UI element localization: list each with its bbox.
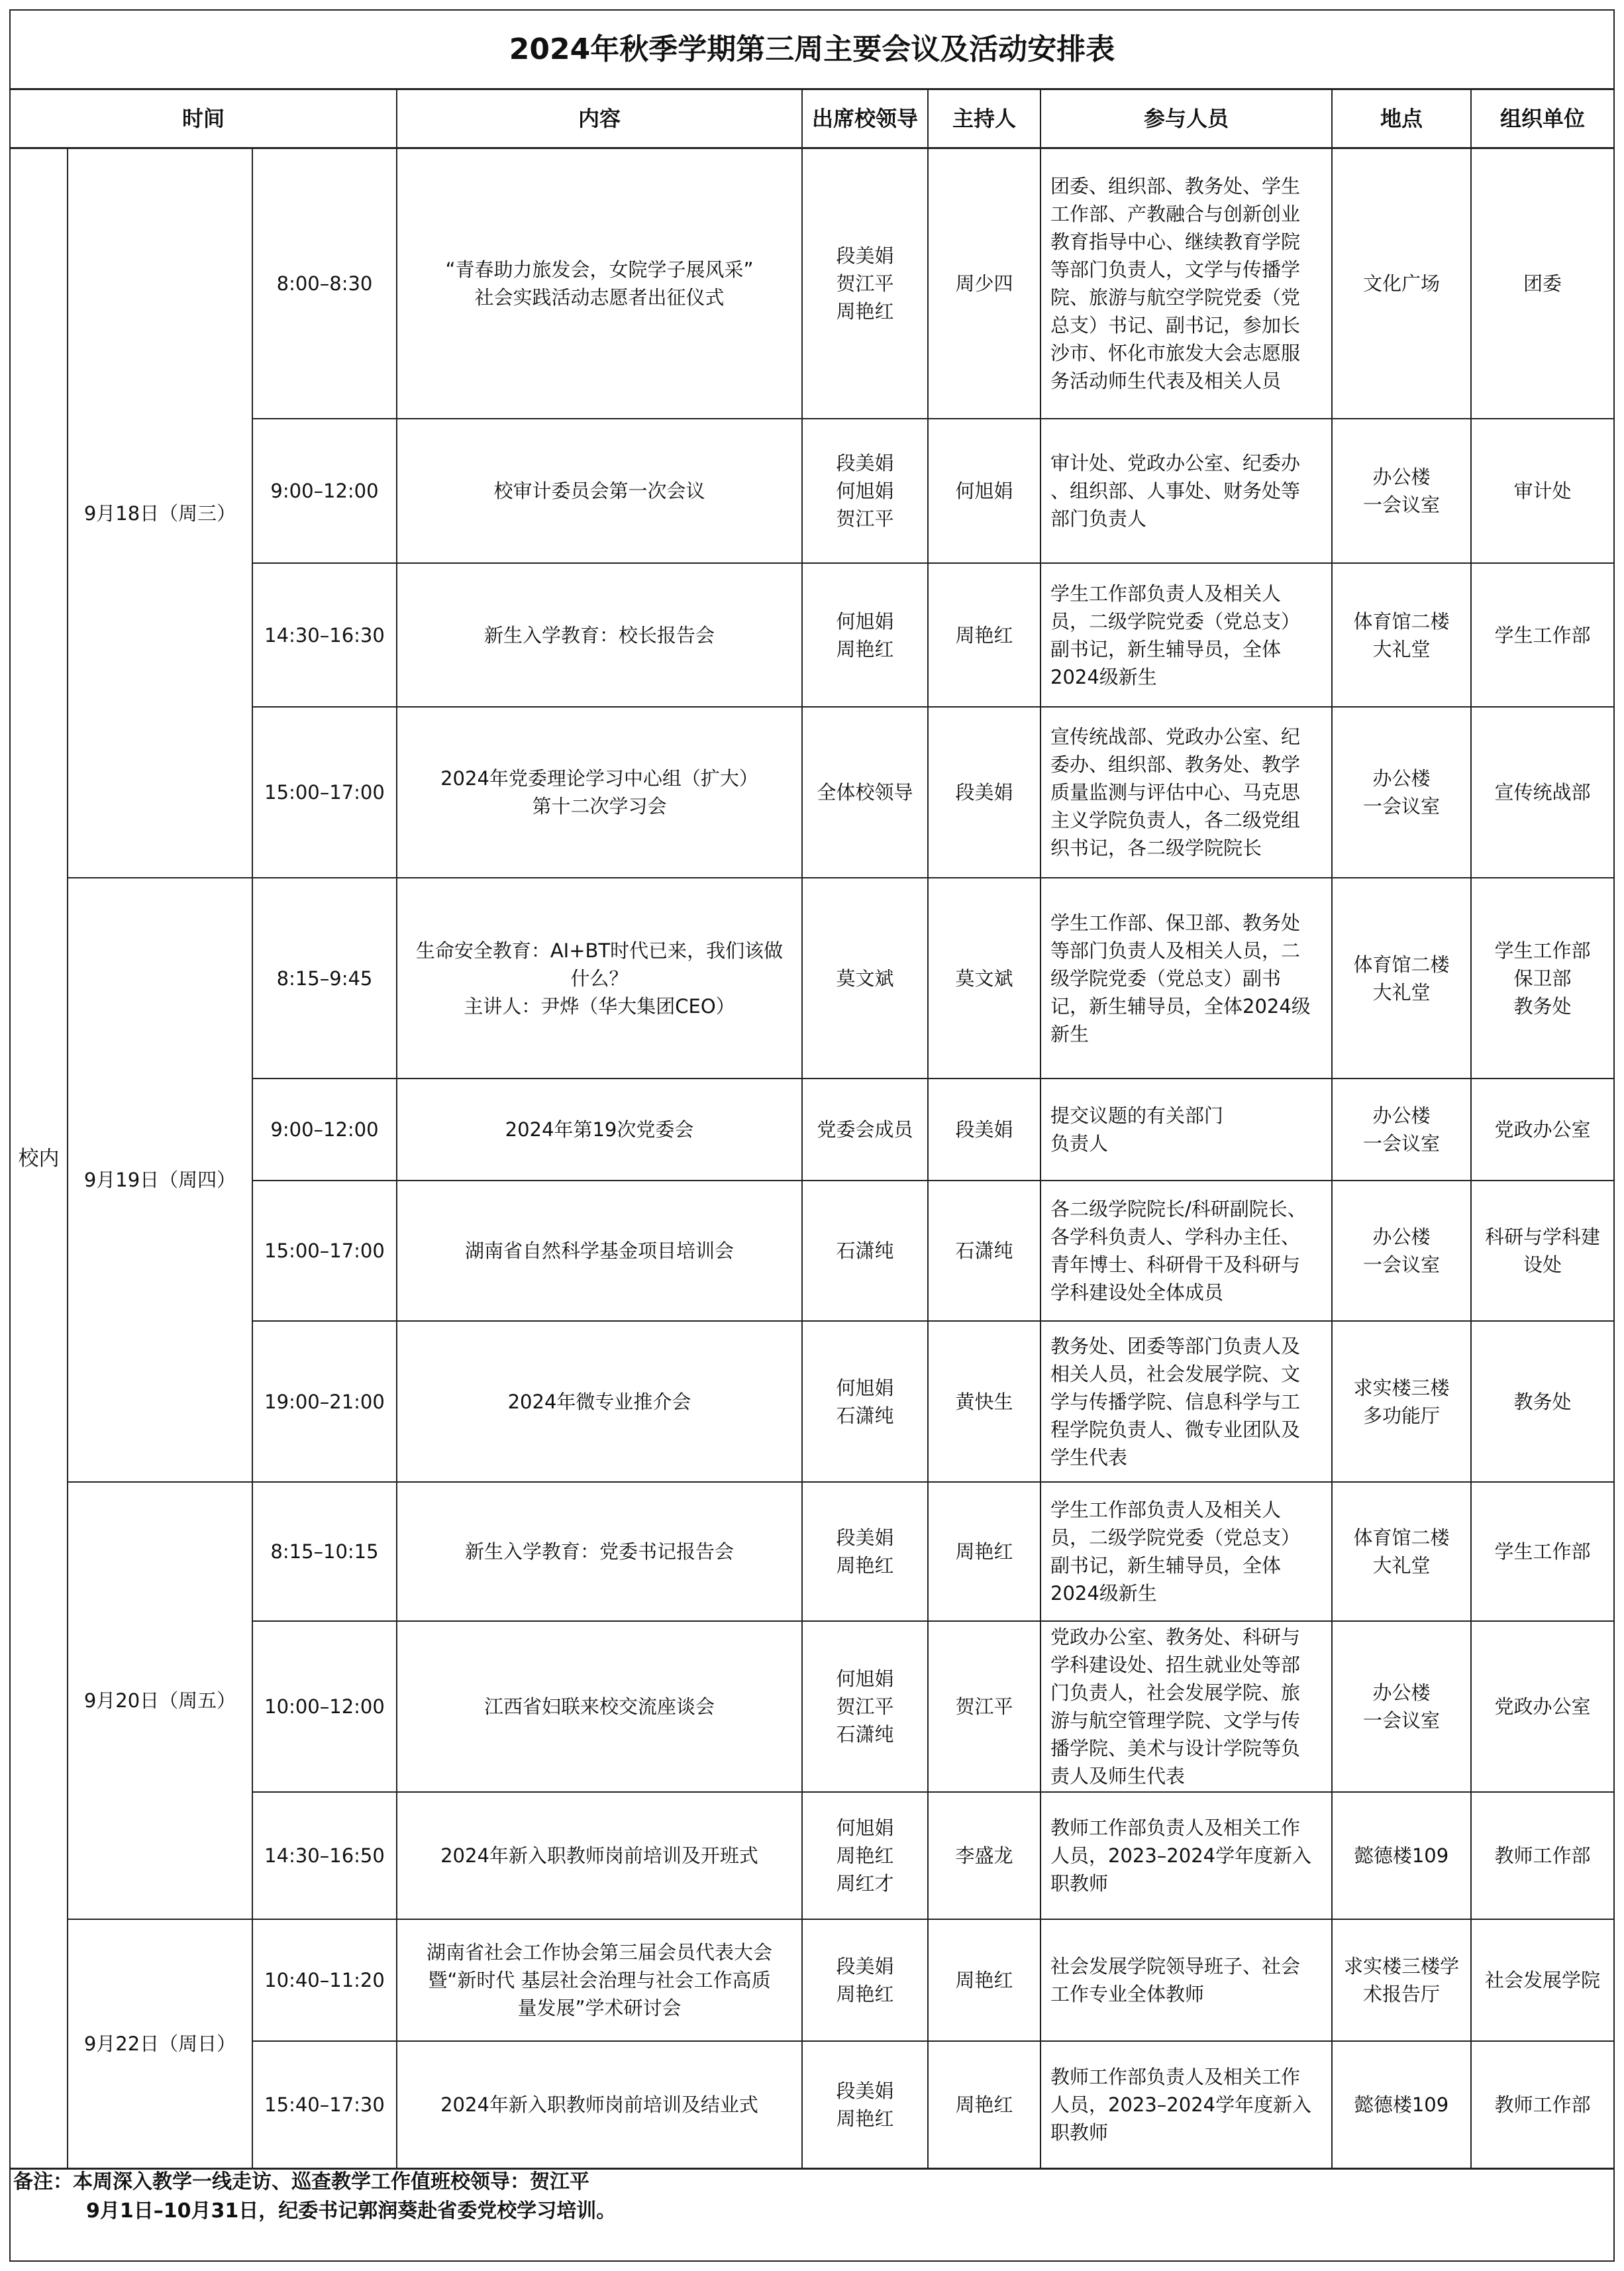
event-host: 石潇纯 xyxy=(955,1240,1013,1262)
event-leaders: 何旭娟 周艳红 xyxy=(836,609,894,660)
header-participants: 参与人员 xyxy=(1143,106,1229,131)
event-content: 生命安全教育：AI+BT时代已来，我们该做 什么？ 主讲人：尹烨（华大集团CEO） xyxy=(415,939,784,1018)
border-bottom xyxy=(9,2260,1615,2262)
event-time: 8:15–9:45 xyxy=(276,967,373,990)
event-time: 14:30–16:30 xyxy=(264,623,385,647)
day-label: 9月18日（周三） xyxy=(83,502,236,525)
event-content: 2024年党委理论学习中心组（扩大） 第十二次学习会 xyxy=(440,767,758,818)
event-content: 2024年新入职教师岗前培训及开班式 xyxy=(440,1844,758,1867)
event-leaders: 石潇纯 xyxy=(836,1240,894,1262)
header-content: 内容 xyxy=(578,106,621,131)
event-location: 懿德楼109 xyxy=(1354,2093,1449,2116)
event-leaders: 段美娟 何旭娟 贺江平 xyxy=(836,452,894,530)
event-organizer: 教师工作部 xyxy=(1494,1844,1591,1867)
event-content: 新生入学教育：党委书记报告会 xyxy=(464,1540,734,1563)
event-host: 段美娟 xyxy=(955,781,1013,804)
event-location: 懿德楼109 xyxy=(1354,1844,1449,1867)
event-host: 周艳红 xyxy=(955,1969,1013,1991)
event-organizer: 团委 xyxy=(1523,272,1562,295)
event-content: 湖南省自然科学基金项目培训会 xyxy=(464,1240,734,1262)
event-content: 新生入学教育：校长报告会 xyxy=(483,623,715,647)
event-host: 周艳红 xyxy=(955,1540,1013,1563)
day-label: 9月19日（周四） xyxy=(83,1169,236,1191)
event-organizer: 教师工作部 xyxy=(1494,2093,1591,2116)
event-location: 办公楼 一会议室 xyxy=(1362,466,1440,516)
event-location: 办公楼 一会议室 xyxy=(1362,767,1440,818)
event-content: 2024年新入职教师岗前培训及结业式 xyxy=(440,2093,758,2116)
event-organizer: 学生工作部 xyxy=(1494,623,1591,647)
header-host: 主持人 xyxy=(952,106,1016,131)
header-leaders: 出席校领导 xyxy=(811,106,918,131)
event-participants: 教务处、团委等部门负责人及 相关人员，社会发展学院、文 学与传播学院、信息科学与工 程学院负责人、微专业团队及 学生代表 xyxy=(1050,1334,1301,1469)
event-location: 体育馆二楼 大礼堂 xyxy=(1353,953,1450,1004)
event-location: 体育馆二楼 大礼堂 xyxy=(1353,1526,1450,1577)
event-organizer: 科研与学科建 设处 xyxy=(1484,1226,1600,1276)
event-participants: 学生工作部、保卫部、教务处 等部门负责人及相关人员，二 级学院党委（党总支）副书 记，新生辅导员，全体2024级 新生 xyxy=(1050,911,1311,1045)
event-host: 莫文斌 xyxy=(955,967,1013,990)
event-organizer: 审计处 xyxy=(1513,480,1572,502)
event-participants: 教师工作部负责人及相关工作 人员，2023–2024学年度新入 职教师 xyxy=(1050,2066,1312,2144)
event-time: 15:40–17:30 xyxy=(264,2093,385,2116)
event-content: 2024年微专业推介会 xyxy=(507,1390,691,1413)
event-leaders: 全体校领导 xyxy=(817,781,913,804)
event-location: 办公楼 一会议室 xyxy=(1362,1226,1440,1276)
event-location: 体育馆二楼 大礼堂 xyxy=(1353,609,1450,660)
event-participants: 学生工作部负责人及相关人 员，二级学院党委（党总支） 副书记，新生辅导员，全体 2024级新生 xyxy=(1050,582,1301,688)
event-participants: 党政办公室、教务处、科研与 学科建设处、招生就业处等部 门负责人，社会发展学院、旅 游与航空管理学院、文学与传 播学院、美术与设计学院等负 责人及师生代表 xyxy=(1050,1626,1301,1787)
event-leaders: 何旭娟 石潇纯 xyxy=(836,1376,894,1427)
event-content: “青春助力旅发会，女院学子展风采” 社会实践活动志愿者出征仪式 xyxy=(445,258,754,309)
header-time: 时间 xyxy=(181,106,225,131)
event-leaders: 段美娟 周艳红 xyxy=(836,1526,894,1577)
event-location: 求实楼三楼 多功能厅 xyxy=(1353,1376,1450,1427)
footnote-line2: 9月1日–10月31日，纪委书记郭润葵赴省委党校学习培训。 xyxy=(86,2199,617,2223)
page-title: 2024年秋季学期第三周主要会议及活动安排表 xyxy=(509,32,1115,66)
event-participants: 提交议题的有关部门 负责人 xyxy=(1050,1104,1224,1155)
border-right xyxy=(1613,9,1615,2262)
event-host: 周艳红 xyxy=(955,2093,1013,2116)
event-leaders: 段美娟 周艳红 xyxy=(836,1955,894,2005)
event-host: 周少四 xyxy=(955,272,1013,295)
event-content: 江西省妇联来校交流座谈会 xyxy=(483,1695,715,1718)
event-content: 校审计委员会第一次会议 xyxy=(493,480,705,502)
header-organizer: 组织单位 xyxy=(1499,106,1585,131)
day-label: 9月20日（周五） xyxy=(83,1689,236,1712)
event-leaders: 党委会成员 xyxy=(817,1118,913,1141)
event-leaders: 段美娟 周艳红 xyxy=(836,2080,894,2130)
event-leaders: 段美娟 贺江平 周艳红 xyxy=(836,244,894,323)
event-host: 何旭娟 xyxy=(955,480,1013,502)
event-participants: 社会发展学院领导班子、社会 工作专业全体教师 xyxy=(1050,1955,1301,2005)
event-leaders: 莫文斌 xyxy=(836,967,894,990)
event-time: 10:00–12:00 xyxy=(264,1695,385,1718)
event-time: 14:30–16:50 xyxy=(264,1844,385,1867)
event-leaders: 何旭娟 周艳红 周红才 xyxy=(836,1817,894,1895)
event-time: 8:15–10:15 xyxy=(270,1540,379,1563)
event-participants: 学生工作部负责人及相关人 员，二级学院党委（党总支） 副书记，新生辅导员，全体 2024级新生 xyxy=(1050,1499,1301,1605)
event-participants: 教师工作部负责人及相关工作 人员，2023–2024学年度新入 职教师 xyxy=(1050,1817,1312,1895)
event-time: 9:00–12:00 xyxy=(270,480,379,502)
header-location: 地点 xyxy=(1380,106,1423,131)
event-host: 黄快生 xyxy=(955,1390,1013,1413)
event-time: 19:00–21:00 xyxy=(264,1390,385,1413)
event-time: 15:00–17:00 xyxy=(264,1240,385,1262)
event-participants: 审计处、党政办公室、纪委办 、组织部、人事处、财务处等 部门负责人 xyxy=(1050,452,1301,530)
event-organizer: 党政办公室 xyxy=(1494,1118,1591,1141)
event-host: 贺江平 xyxy=(955,1695,1013,1718)
event-time: 15:00–17:00 xyxy=(264,781,385,804)
day-label: 9月22日（周日） xyxy=(83,2033,236,2055)
event-leaders: 何旭娟 贺江平 石潇纯 xyxy=(836,1667,894,1746)
event-content: 湖南省社会工作协会第三届会员代表大会 暨“新时代 基层社会治理与社会工作高质 量发展”学术研讨会 xyxy=(426,1941,772,2019)
event-location: 文化广场 xyxy=(1362,272,1440,295)
scope-label: 校内 xyxy=(18,1146,60,1171)
event-organizer: 党政办公室 xyxy=(1494,1695,1591,1718)
event-content: 2024年第19次党委会 xyxy=(505,1118,694,1141)
event-organizer: 学生工作部 xyxy=(1494,1540,1591,1563)
event-location: 办公楼 一会议室 xyxy=(1362,1104,1440,1155)
event-organizer: 学生工作部 保卫部 教务处 xyxy=(1494,939,1591,1018)
event-time: 8:00–8:30 xyxy=(276,272,373,295)
footnote xyxy=(13,2168,1603,2226)
event-location: 办公楼 一会议室 xyxy=(1362,1681,1440,1732)
event-host: 李盛龙 xyxy=(955,1844,1013,1867)
event-time: 9:00–12:00 xyxy=(270,1118,379,1141)
event-participants: 团委、组织部、教务处、学生 工作部、产教融合与创新创业 教育指导中心、继续教育学院 等部门负责人，文学与传播学 院、旅游与航空学院党委（党 总支）书记、副书记，参加长 沙市、怀化市旅发大会志愿服 务活动师生代表及相关人员 xyxy=(1050,175,1301,392)
event-participants: 各二级学院院长/科研副院长、 各学科负责人、学科办主任、 青年博士、科研骨干及科研与 学科建设处全体成员 xyxy=(1050,1198,1307,1304)
event-organizer: 宣传统战部 xyxy=(1494,781,1591,804)
event-organizer: 社会发展学院 xyxy=(1484,1969,1600,1991)
footnote-line1: 备注：本周深入教学一线走访、巡查教学工作值班校领导：贺江平 xyxy=(13,2170,589,2193)
event-host: 段美娟 xyxy=(955,1118,1013,1141)
event-participants: 宣传统战部、党政办公室、纪 委办、组织部、教务处、教学 质量监测与评估中心、马克思 主义学院负责人，各二级党组 织书记，各二级学院院长 xyxy=(1050,725,1301,859)
event-organizer: 教务处 xyxy=(1513,1390,1572,1413)
event-location: 求实楼三楼学 术报告厅 xyxy=(1343,1955,1459,2005)
event-time: 10:40–11:20 xyxy=(264,1969,385,1991)
event-host: 周艳红 xyxy=(955,623,1013,647)
